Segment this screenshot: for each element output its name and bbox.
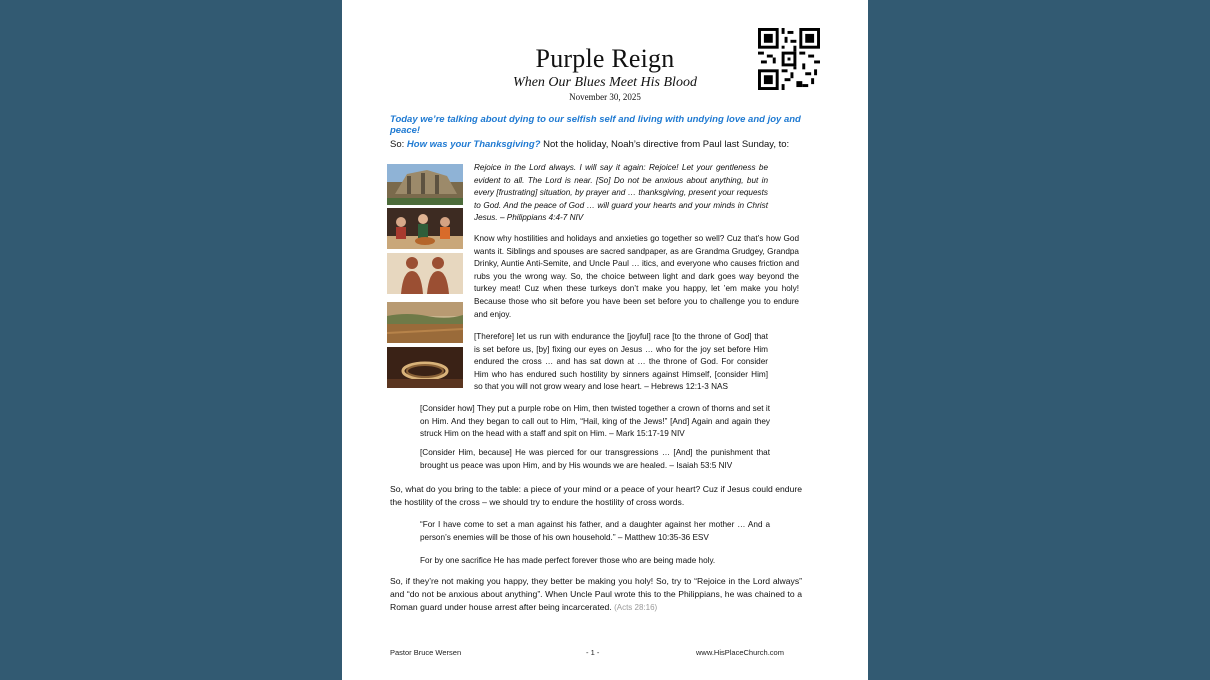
isaiah-passage: [Consider Him, because] He was pierced for our transgressions … [And] the punishment that brought us peace was upon Him, and by His wounds we are healed. – Isaiah 53:5 NIV <box>420 448 770 470</box>
crown-of-thorns-photo <box>387 347 463 388</box>
matthew-passage: “For I have come to set a man against his father, and a daughter against her mother … And a person’s enemies will be those of his own household.” – Matthew 10:35-36 ESV <box>420 520 770 542</box>
family-dinner-photo <box>387 208 463 249</box>
mark-passage: [Consider how] They put a purple robe on Him, then twisted together a crown of thorns and set it on Him. And they began to call out to Him, “Hail, king of the Jews!” [And] Again and again they struck Him on the head with a staff and spit on Him. – Mark 15:17-19 NIV <box>420 404 770 439</box>
acts-reference: (Acts 28:16) <box>614 603 658 612</box>
footer-website: www.HisPlaceChurch.com <box>696 648 784 657</box>
thanksgiving-question: How was your Thanksgiving? <box>406 139 541 150</box>
holy-paragraph-text: So, if they’re not making you happy, they better be making you holy! So, try to “Rejoice in the Lord always” and “do not be anxious about anything”. When Uncle Paul wrote this to the Philippians, he was chained to a Roman guard under house arrest after being incarcerated. <box>390 576 802 612</box>
hostilities-paragraph: Know why hostilities and holidays and anxieties go together so well? Cuz that’s how God wants it. Siblings and spouses are sacred sandpaper, as are Grandma Grudgey, Grandpa Drinky, Auntie Anti-Semite, and Uncle Paul … itics, and everyone who causes friction and rubs you the wrong way. So, the choice between light and dark goes way beyond the turkey meat! Cuz when these turkeys don’t make you happy, let ’em make you holy! Because those who sit before you have been set before you to challenge you to endure and enjoy. <box>474 234 799 319</box>
hebrews-passage: [Therefore] let us run with endurance the [joyful] race [to the throne of God] that is set before us, [by] fixing our eyes on Jesus … who for the joy set before Him endured the cross … and has sat down at … the throne of God. For consider Him who has endured such hostility by sinners against Himself, [consider Him] so that you will not grow weary and lose heart. – Hebrews 12:1-3 NAS <box>474 332 768 392</box>
footer-page-number: - 1 - <box>586 648 600 657</box>
so-prefix: So: <box>390 139 407 150</box>
holy-paragraph <box>390 575 802 614</box>
two-figures-illustration <box>387 253 463 294</box>
table-paragraph: So, what do you bring to the table: a piece of your mind or a peace of your heart? Cuz if Jesus could endure the hostility of the cross – we should try to endure the hostility of cross words. <box>390 484 802 507</box>
page-title: Purple Reign <box>535 44 675 73</box>
ruins-photo <box>387 164 463 205</box>
so-line <box>390 139 820 150</box>
page-subtitle: When Our Blues Meet His Blood <box>513 75 697 90</box>
footer-author: Pastor Bruce Wersen <box>390 648 462 657</box>
intro-text: Today we’re talking about dying to our selfish self and living with undying love and joy and peace! <box>390 114 801 136</box>
document-page <box>342 0 868 680</box>
philippians-passage: Rejoice in the Lord always. I will say it again: Rejoice! Let your gentleness be evident to all. The Lord is near. [So] Do not be anxious about anything, but in every [frustrating] situation, by prayer and … thanksgiving, present your requests to God. And the peace of God … will guard your hearts and your minds in Christ Jesus. – Philippians 4:4-7 NIV <box>474 163 768 223</box>
page-date: November 30, 2025 <box>569 92 641 102</box>
sacrifice-verse: For by one sacrifice He has made perfect forever those who are being made holy. <box>420 556 716 565</box>
so-line-rest: Not the holiday, Noah’s directive from Paul last Sunday, to: <box>540 139 790 150</box>
field-landscape-photo <box>387 302 463 343</box>
